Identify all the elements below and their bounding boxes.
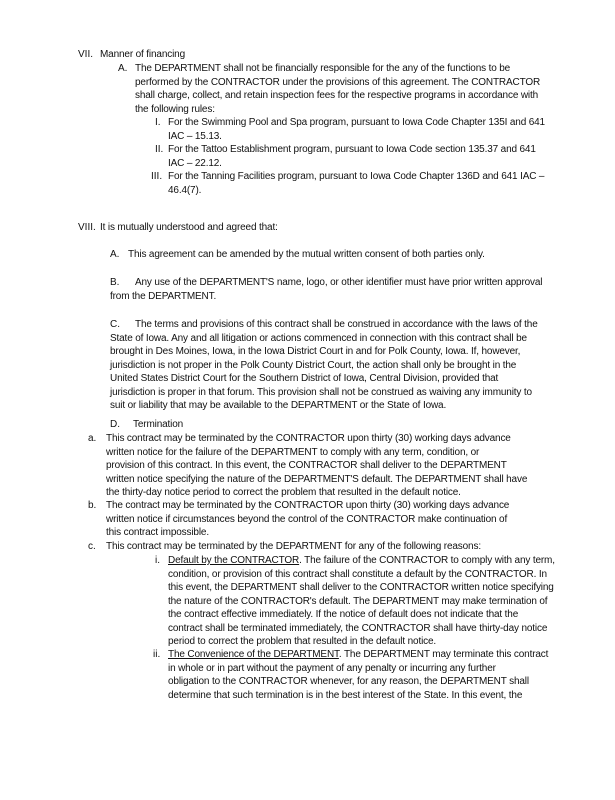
reason-first-line <box>168 649 548 661</box>
reason-text: . The DEPARTMENT may terminate this contract <box>338 649 549 660</box>
termination-c-label: c. <box>88 541 96 552</box>
reason-heading: The Convenience of the DEPARTMENT <box>168 649 339 660</box>
reason-label: i. <box>155 555 160 566</box>
vii-a-line: shall charge, collect, and retain inspection fees for the respective programs in accordance with <box>135 90 539 101</box>
viii-d-label: D. <box>110 419 120 430</box>
viii-c-line: State of Iowa. Any and all litigation or actions commenced in connection with this contract shall be <box>110 332 527 344</box>
viii-a-label: A. <box>110 249 120 260</box>
rule-item-line: For the Swimming Pool and Spa program, pursuant to Iowa Code Chapter 135I and 641 <box>168 117 545 128</box>
section-title: Manner of financing <box>100 49 185 60</box>
viii-a-line: This agreement can be amended by the mutual written consent of both parties only. <box>128 249 485 260</box>
rule-item-line: IAC – 22.12. <box>168 157 222 169</box>
viii-c-line: The terms and provisions of this contract shall be construed in accordance with the laws of the <box>135 319 538 330</box>
reason-line: obligation to the CONTRACTOR whenever, for any reason, the DEPARTMENT shall <box>168 676 529 687</box>
reason-line: the nature of the CONTRACTOR's default. The DEPARTMENT may make termination of <box>168 595 548 607</box>
vii-a-label: A. <box>118 63 128 74</box>
termination-title: Termination <box>133 419 184 430</box>
termination-a-line: written notice specifying the nature of the DEPARTMENT'S default. The DEPARTMENT shall have <box>106 473 528 485</box>
termination-a-line: written notice for the failure of the DEPARTMENT to comply with any term, condition, or <box>106 446 480 458</box>
reason-line: determine that such termination is in the best interest of the State. In this event, the <box>168 689 523 701</box>
viii-b-line: from the DEPARTMENT. <box>110 290 217 302</box>
viii-c-line: jurisdiction is proper in that forum. This provision shall not be construed as waiving any immunity to <box>110 386 532 398</box>
section-number: VII. <box>78 49 94 60</box>
termination-b-line: The contract may be terminated by the CONTRACTOR upon thirty (30) working days advance <box>106 500 510 511</box>
rule-item-line: For the Tattoo Establishment program, pursuant to Iowa Code section 135.37 and 641 <box>168 144 536 155</box>
rule-item-line: For the Tanning Facilities program, pursuant to Iowa Code Chapter 136D and 641 IAC – <box>168 171 545 182</box>
viii-b-line: Any use of the DEPARTMENT'S name, logo, or other identifier must have prior written approval <box>135 277 543 288</box>
termination-a-label: a. <box>88 433 97 444</box>
termination-b-line: written notice if circumstances beyond the control of the CONTRACTOR make continuation of <box>106 513 508 525</box>
viii-c-line: United States District Court for the Southern District of Iowa, Central Division, provided that <box>110 373 499 384</box>
viii-c-line: suit or liability that may be available to the DEPARTMENT or the State of Iowa. <box>110 400 447 411</box>
section-title: It is mutually understood and agreed that: <box>100 222 278 233</box>
reason-line: period to correct the problem that resulted in the default notice. <box>168 636 437 647</box>
termination-b-line: this contract impossible. <box>106 527 209 538</box>
section-number: VIII. <box>78 222 96 233</box>
rule-item-label: II. <box>155 144 164 155</box>
reason-line: condition, or provision of this contract shall constitute a default by the CONTRACTOR. In <box>168 568 547 580</box>
rule-item-label: III. <box>151 171 163 182</box>
reason-text: . The failure of the CONTRACTOR to comply with any term, <box>299 555 555 566</box>
reason-first-line <box>168 555 555 567</box>
reason-heading: Default by the CONTRACTOR <box>168 555 300 566</box>
rule-item-line: 46.4(7). <box>168 184 202 196</box>
reason-line: in whole or in part without the payment of any penalty or incurring any further <box>168 662 496 674</box>
viii-b-label: B. <box>110 277 120 288</box>
reason-line: the contract effective immediately. If the notice of default does not indicate that the <box>168 609 519 620</box>
reason-line: this event, the DEPARTMENT shall deliver to the CONTRACTOR written notice specifying <box>168 582 554 593</box>
vii-a-line: performed by the CONTRACTOR under the provisions of this agreement. The CONTRACTOR <box>135 76 541 88</box>
termination-c-line: This contract may be terminated by the DEPARTMENT for any of the following reasons: <box>106 541 481 552</box>
termination-a-line: This contract may be terminated by the CONTRACTOR upon thirty (30) working days advance <box>106 433 511 444</box>
rule-item-label: I. <box>155 117 161 128</box>
termination-b-label: b. <box>88 500 97 511</box>
reason-line: contract shall be terminated immediately, the CONTRACTOR shall have thirty-day notice <box>168 622 548 634</box>
vii-a-line: The DEPARTMENT shall not be financially responsible for the any of the functions to be <box>135 63 511 74</box>
viii-c-line: brought in Des Moines, Iowa, in the Iowa District Court in and for Polk County, Iowa. If, however, <box>110 346 521 357</box>
viii-c-label: C. <box>110 319 120 330</box>
vii-a-line: the following rules: <box>135 103 215 115</box>
termination-a-line: the thirty-day notice period to correct the problem that resulted in the default notice. <box>106 487 461 498</box>
rule-item-line: IAC – 15.13. <box>168 130 222 142</box>
termination-a-line: provision of this contract. In this event, the CONTRACTOR shall deliver to the DEPARTMENT <box>106 460 507 471</box>
reason-label: ii. <box>153 649 161 660</box>
viii-c-line: jurisdiction is not proper in the Polk County District Court, the action shall only be brought in the <box>110 359 517 371</box>
